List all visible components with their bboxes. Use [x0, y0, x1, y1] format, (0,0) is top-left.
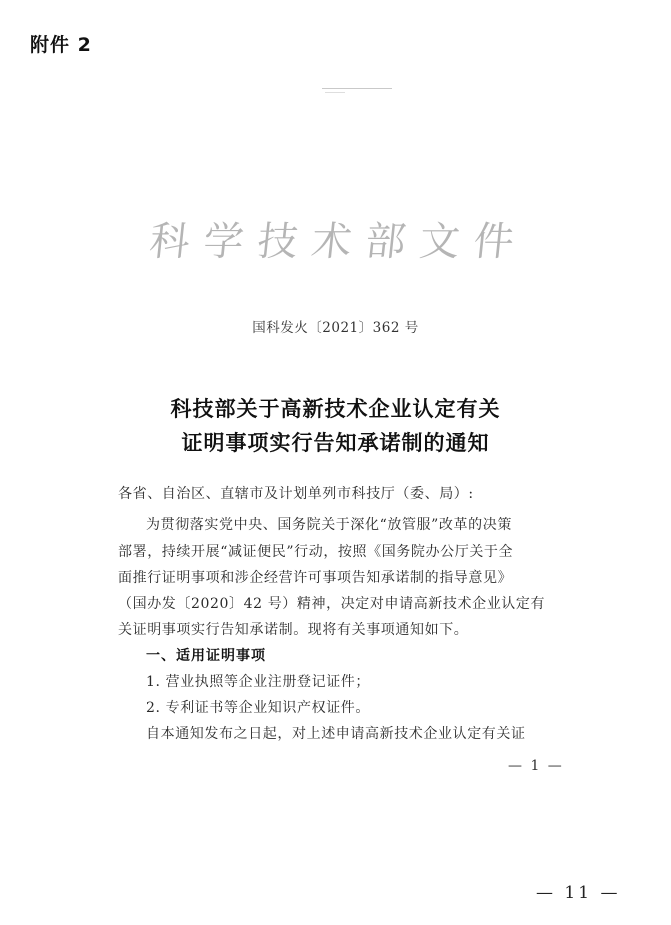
salutation: 各省、自治区、直辖市及计划单列市科技厅（委、局）: — [118, 486, 474, 502]
list-item: 2. 专利证书等企业知识产权证件。 — [146, 700, 371, 716]
paragraph-line: 自本通知发布之日起，对上述申请高新技术企业认定有关证 — [146, 726, 526, 742]
document-number: 国科发火〔2021〕362 号 — [252, 320, 419, 336]
inner-page-number: — 1 — — [508, 758, 564, 774]
attachment-label: 附件 2 — [30, 34, 92, 56]
scan-mark — [325, 92, 345, 93]
document-title-line-1: 科技部关于高新技术企业认定有关 — [170, 397, 501, 421]
paragraph-line: 关证明事项实行告知承诺制。现将有关事项通知如下。 — [118, 622, 469, 638]
paragraph-line: 为贯彻落实党中央、国务院关于深化“放管服”改革的决策 — [146, 517, 512, 533]
paragraph-line: 部署，持续开展“减证便民”行动，按照《国务院办公厅关于全 — [118, 544, 514, 560]
list-item: 1. 营业执照等企业注册登记证件； — [146, 674, 371, 690]
document-title-line-2: 证明事项实行告知承诺制的通知 — [181, 431, 490, 455]
paragraph-line: 面推行证明事项和涉企经营许可事项告知承诺制的指导意见》 — [118, 570, 513, 586]
outer-page-number: — 11 — — [536, 883, 621, 903]
letterhead-faded: 科学技术部文件 — [147, 219, 531, 265]
scan-mark — [322, 88, 392, 89]
section-heading: 一、适用证明事项 — [146, 648, 266, 664]
paragraph-line: （国办发〔2020〕42 号）精神，决定对申请高新技术企业认定有 — [118, 596, 546, 612]
